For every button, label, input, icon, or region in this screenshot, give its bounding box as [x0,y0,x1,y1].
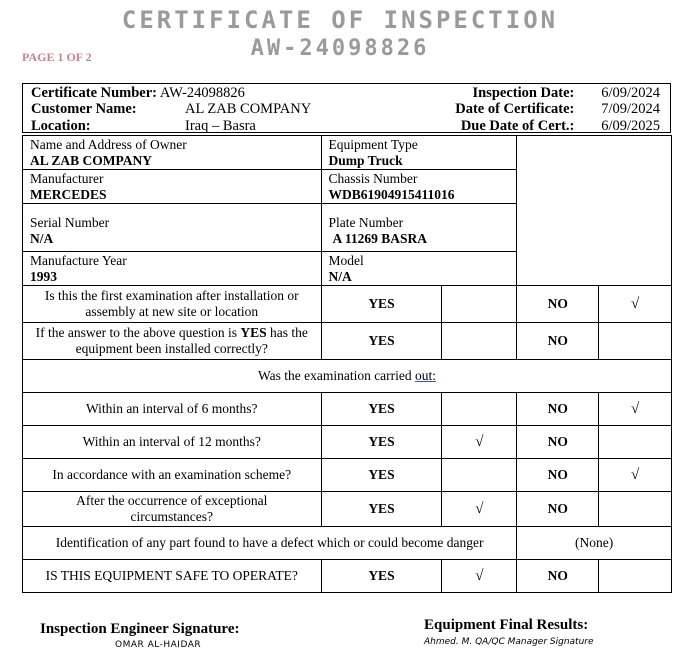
no-check-mark: √ [599,286,672,323]
yes-label: YES [321,459,442,492]
equipment-type-cell [321,136,517,170]
carried-out-link: out: [415,368,437,383]
question-row-exceptional [23,492,672,527]
no-check-cell [599,492,672,527]
chassis-value: WDB61904915411016 [328,186,455,202]
question-first-exam: Is this the first examination after installation or assembly at new site or location [23,286,322,323]
manufacturer-value: MERCEDES [30,186,107,202]
equipment-type-value: Dump Truck [328,152,403,168]
year-value: 1993 [30,268,57,284]
question-12-months: Within an interval of 12 months? [23,426,322,459]
no-label: NO [517,426,599,459]
no-check-mark: √ [599,393,672,426]
certificate-number: AW-24098826 [159,85,245,101]
carried-out-heading [23,360,672,393]
no-label: NO [517,393,599,426]
yes-check-mark: √ [442,560,517,593]
yes-label: YES [321,426,442,459]
defect-question: Identification of any part found to have a defect which or could become danger [23,527,517,560]
no-label: NO [517,459,599,492]
no-label: NO [517,492,599,527]
yes-check-mark: √ [442,492,517,527]
manufacturer-cell [23,170,322,204]
certificate-code: AW-24098826 [250,36,430,61]
no-check-cell [599,560,672,593]
engineer-name: OMAR AL-HAIDAR [115,640,202,650]
owner-value: AL ZAB COMPANY [30,152,153,168]
due-date: 6/09/2025 [601,118,660,134]
header-row-2 [31,101,660,117]
question-scheme: In accordance with an examination scheme? [23,459,322,492]
plate-value: A 11269 BASRA [332,231,428,246]
date-of-certificate-label: Date of Certificate: [455,101,575,117]
serial-label: Serial Number [30,215,110,230]
no-label: NO [517,560,599,593]
chassis-label: Chassis Number [328,170,418,186]
certificate-number-label: Certificate Number: [31,85,158,101]
carried-out-text: Was the examination carried [257,368,416,383]
question-row-first-exam [23,286,672,323]
yes-check-cell [442,323,517,360]
question-safe: IS THIS EQUIPMENT SAFE TO OPERATE? [23,560,322,593]
question-row-12-months [23,426,672,459]
model-cell [321,252,517,286]
inspection-date-label: Inspection Date: [472,85,575,101]
inspection-date: 6/09/2024 [601,85,660,101]
serial-value: N/A [30,231,54,246]
question-row-scheme [23,459,672,492]
certificate-title: CERTIFICATE OF INSPECTION [121,6,559,34]
defect-row [23,527,672,560]
equipment-type-label: Equipment Type [328,136,418,152]
no-label: NO [517,323,599,360]
defect-value: (None) [517,527,672,560]
question-installed-post: has the equipment been installed correctly? [75,325,308,356]
no-check-mark: √ [599,459,672,492]
location: Iraq – Basra [185,118,256,134]
date-of-certificate: 7/09/2024 [601,101,660,117]
yes-label: YES [321,286,442,323]
yes-check-cell [442,459,517,492]
year-cell [23,252,322,286]
yes-check-mark: √ [442,426,517,459]
header-row-3 [31,118,660,134]
manager-signature: Ahmed. M. QA/QC Manager Signature [424,637,594,647]
certificate-header [22,83,671,133]
engineer-signature-label: Inspection Engineer Signature: [40,621,240,637]
chassis-cell [321,170,517,204]
question-installed-yes: YES [240,325,267,340]
location-label: Location: [31,118,91,134]
customer-name: AL ZAB COMPANY [185,101,312,117]
no-label: NO [517,286,599,323]
year-label: Manufacture Year [30,252,127,268]
question-row-installed [23,323,672,360]
serial-cell [23,204,322,252]
question-installed [23,323,322,360]
carried-out-row [23,360,672,393]
yes-label: YES [321,560,442,593]
final-results-label: Equipment Final Results: [424,617,589,633]
no-check-cell [599,426,672,459]
yes-label: YES [321,393,442,426]
safe-row [23,560,672,593]
blank-info-cell [517,136,672,286]
due-date-label: Due Date of Cert.: [460,118,575,134]
header-row-1 [31,85,660,101]
yes-check-cell [442,393,517,426]
yes-check-cell [442,286,517,323]
info-row-owner [23,136,672,170]
page-label: PAGE 1 OF 2 [22,50,92,64]
owner-label: Name and Address of Owner [30,136,187,152]
question-row-6-months [23,393,672,426]
question-installed-pre: If the answer to the above question is [35,325,241,340]
model-label: Model [328,252,364,268]
customer-name-label: Customer Name: [31,101,137,117]
yes-label: YES [321,323,442,360]
model-value: N/A [328,268,352,284]
inspection-table [22,135,672,593]
plate-cell [321,204,517,252]
manufacturer-label: Manufacturer [30,170,104,186]
question-6-months: Within an interval of 6 months? [23,393,322,426]
question-exceptional: After the occurrence of exceptional circumstances? [23,492,322,527]
yes-label: YES [321,492,442,527]
owner-cell [23,136,322,170]
no-check-cell [599,323,672,360]
plate-label: Plate Number [328,215,404,230]
